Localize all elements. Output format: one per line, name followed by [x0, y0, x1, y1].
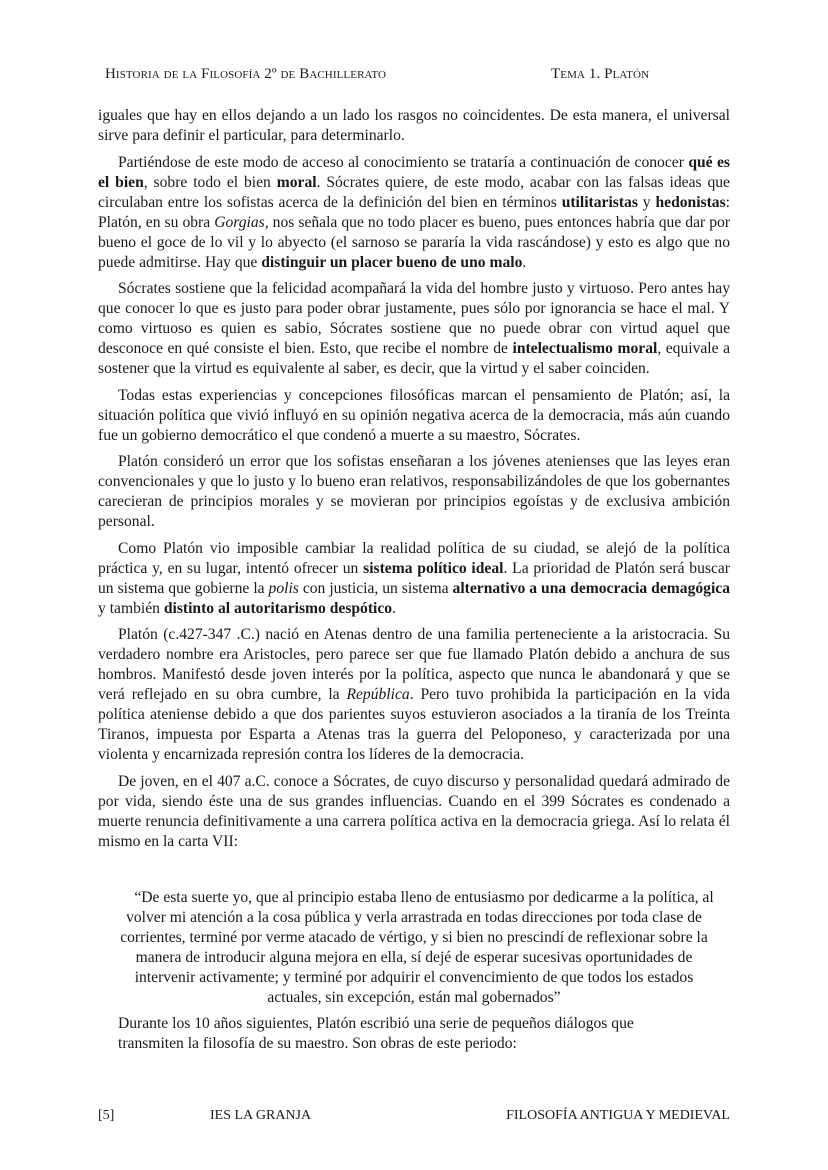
bold-text: distinguir un placer bueno de uno malo: [261, 253, 523, 271]
document-body: [98, 106, 730, 1060]
text-run: “De esta suerte yo, que al principio estaba lleno de entusiasmo por dedicarme a la política, al volver mi atención a la cosa pública y verla arrastrada en todas direcciones por toda clase de corrientes, terminé por verme atacado de vértigo, y si bien no prescindí de reflexionar sobre la manera de introducir alguna mejora en ella, sí dejé de esperar sucesivas oportunidades de intervenir activamente; y terminé por adquirir el convencimiento de que todos los estados actuales, sin excepción, están mal gobernados”: [120, 888, 714, 1006]
paragraph: [98, 625, 730, 765]
text-run: . La prioridad de Platón será buscar un sistema que gobierne la: [98, 559, 730, 597]
text-run: . Pero tuvo prohibida la participación en la vida política ateniense debido a que dos parientes suyos estuvieron asociados a la tiranía de los Treinta Tiranos, impuesta por Esparta a Atenas tras la guerra del Peloponeso, y caracterizada por una violenta y encarnizada represión contra los líderes de la democracia.: [98, 686, 731, 763]
text-run: y: [637, 193, 656, 211]
bold-text: alternativo a una democracia demagógica: [452, 579, 731, 597]
page-number: [5]: [98, 1108, 115, 1123]
bold-text: moral: [276, 173, 317, 191]
text-run: De joven, en el 407 a.C. conoce a Sócrates, de cuyo discurso y personalidad quedará admirado de por vida, siendo éste una de sus grandes influencias. Cuando en el 399 Sócrates es condenado a muerte renuncia definitivamente a una carrera política activa en la democracia griega. Así lo relata él mismo en la carta VII:: [98, 772, 730, 850]
bold-text: sistema político ideal: [363, 559, 504, 577]
text-run: Partiéndose de este modo de acceso al conocimiento se trataría a continuación de conocer: [118, 153, 689, 171]
text-run: , nos señala que no todo placer es bueno, pues entonces habría que dar por bueno el goce de lo vil y lo abyecto (el sarnoso se pararía la vida rascándose) y esto es algo que no puede admitirse. Hay que: [98, 213, 731, 271]
text-run: . Sócrates quiere, de este modo, acabar con las falsas ideas que circulaban entre los sofistas acerca de la definición del bien en términos: [98, 173, 730, 211]
text-run: Platón consideró un error que los sofistas enseñaran a los jóvenes atenienses que las leyes eran convencionales y que lo justo y lo bueno eran relativos, responsabilizándoles de que los gobernantes carecieran de principios morales y se movieran por principios egoístas y de exclusiva ambición personal.: [98, 453, 730, 530]
header-topic: Tema 1. Platón: [551, 66, 650, 82]
text-run: Platón (c.427-347 .C.) nació en Atenas dentro de una familia perteneciente a la aristocracia. Su verdadero nombre era Aristocles, pero parece ser que fue llamado Platón debido a anchura de sus hombros. Manifestó desde joven interés por la política, aspecto que nunca le abandonará y que se verá reflejado en su obra cumbre, la: [98, 626, 730, 703]
text-run: iguales que hay en ellos dejando a un lado los rasgos no coincidentes. De esta manera, el universal sirve para definir el particular, para determinarlo.: [98, 107, 730, 144]
italic-text: República: [346, 686, 410, 703]
italic-text: Gorgias: [214, 213, 265, 231]
bold-text: qué es el bien: [98, 153, 730, 191]
paragraph: [98, 539, 730, 619]
header-title: Historia de la Filosofía 2º de Bachillerato: [105, 66, 386, 82]
bold-text: intelectualismo moral: [512, 340, 658, 357]
text-run: Durante los 10 años siguientes, Platón escribió una serie de pequeños diálogos que transmiten la filosofía de su maestro. Son obras de este periodo:: [118, 1014, 634, 1052]
text-run: .: [392, 599, 397, 617]
footer-subject: FILOSOFÍA ANTIGUA Y MEDIEVAL: [506, 1108, 730, 1123]
paragraph: [98, 386, 730, 446]
text-run: : Platón, en su obra: [98, 193, 731, 231]
text-run: .: [522, 253, 527, 271]
paragraph: [98, 153, 730, 273]
text-run: Todas estas experiencias y concepciones filosóficas marcan el pensamiento de Platón; así, la situación política que vivió influyó en su opinión negativa acerca de la democracia, más aún cuando fue un gobierno democrático el que condenó a muerte a su maestro, Sócrates.: [98, 386, 730, 444]
paragraph: [98, 452, 730, 532]
italic-text: polis: [268, 579, 299, 597]
text-run: , equivale a sostener que la virtud es equivalente al saber, es decir, que la virtud y el saber coinciden.: [98, 340, 731, 377]
bold-text: hedonistas: [655, 193, 726, 211]
paragraph: [118, 1014, 638, 1054]
paragraph: [98, 279, 730, 379]
text-run: Como Platón vio imposible cambiar la realidad política de su ciudad, se alejó de la política práctica y, en su lugar, intentó ofrecer un: [98, 539, 730, 577]
block-quote: [110, 888, 718, 1008]
text-run: con justicia, un sistema: [298, 579, 453, 597]
bold-text: distinto al autoritarismo despótico: [163, 599, 393, 617]
paragraph: [98, 772, 730, 852]
text-run: y también: [98, 599, 164, 617]
footer-school: IES LA GRANJA: [210, 1108, 312, 1123]
text-run: Sócrates sostiene que la felicidad acompañará la vida del hombre justo y virtuoso. Pero antes hay que conocer lo que es justo para poder obrar justamente, pues sólo por ignorancia se hace el mal. Y como virtuoso es quien es sabio, Sócrates sostiene que no puede obrar con virtud aquel que desconoce en qué consiste el bien. Esto, que recibe el nombre de: [98, 280, 730, 357]
bold-text: utilitaristas: [561, 193, 638, 211]
paragraph: [98, 106, 730, 146]
text-run: , sobre todo el bien: [143, 173, 277, 191]
